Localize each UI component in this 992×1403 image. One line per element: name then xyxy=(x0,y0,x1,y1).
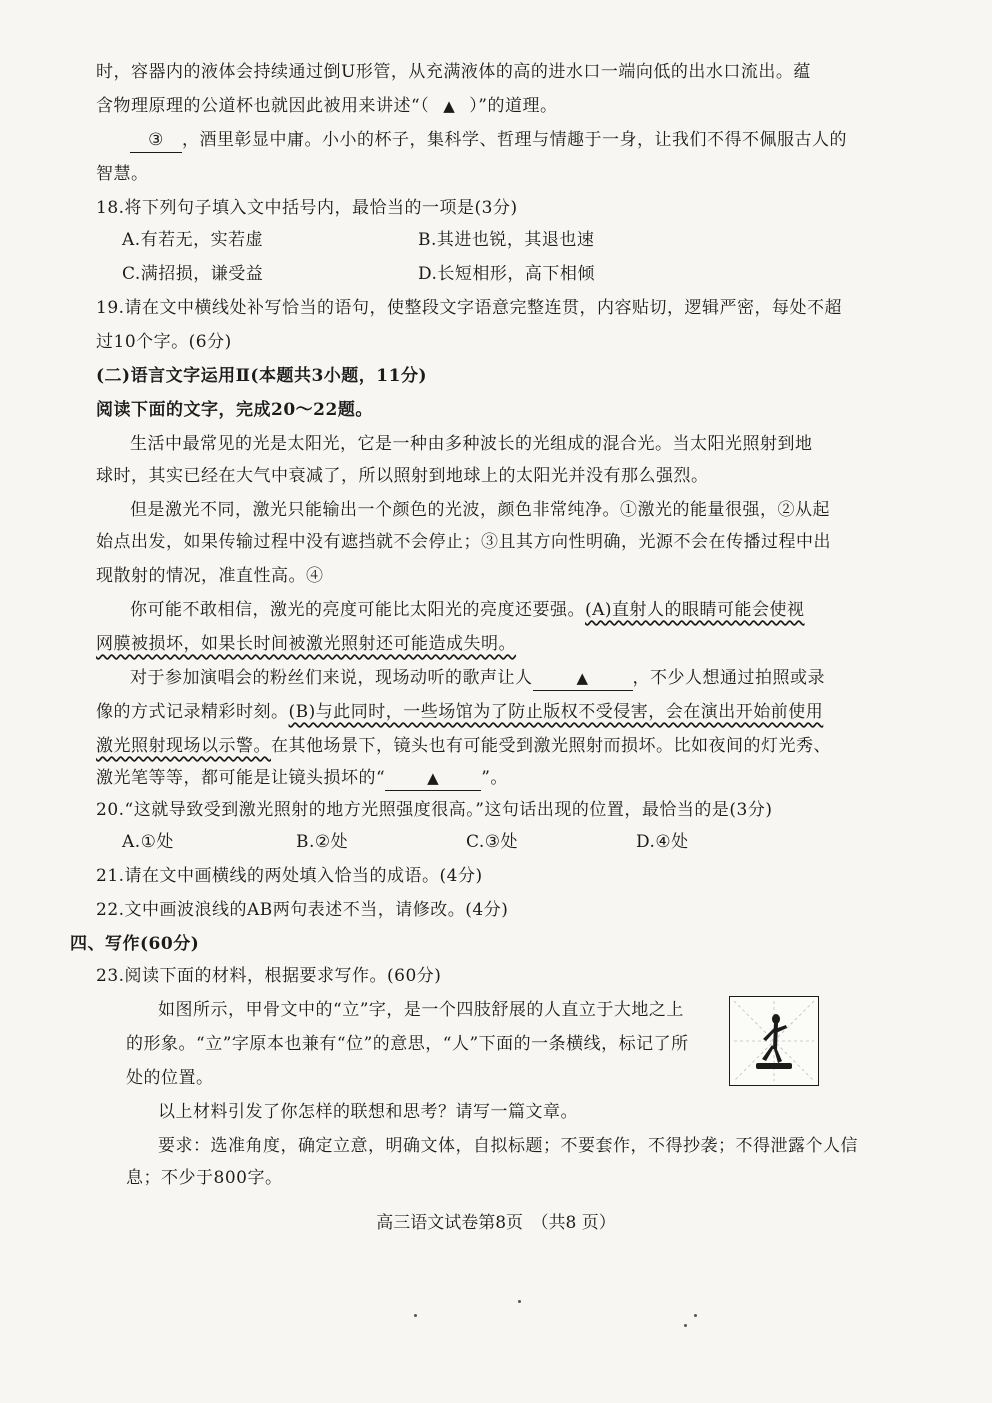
material-line: 如图所示，甲骨文中的“立”字，是一个四肢舒展的人直立于大地之上 xyxy=(158,1000,684,1020)
passage-line: 球时，其实已经在大气中衰减了，所以照射到地球上的太阳光并没有那么强烈。 xyxy=(96,466,709,486)
answer-marker-icon: ▲ xyxy=(427,769,440,787)
scan-speck xyxy=(518,1300,521,1303)
scan-speck xyxy=(684,1324,687,1327)
passage-line: 始点出发，如果传输过程中没有遮挡就不会停止；③且其方向性明确，光源不会在传播过程中出 xyxy=(96,532,831,552)
section-title: (二)语言文字运用Ⅱ(本题共3小题，11分) xyxy=(96,366,427,386)
passage-line xyxy=(96,632,516,656)
passage-line: 时，容器内的液体会持续通过倒U形管，从充满液体的高的进水口一端向低的出水口流出。蕴 xyxy=(96,62,811,82)
section-instruction: 阅读下面的文字，完成20～22题。 xyxy=(96,400,373,420)
passage-line: 激光照射现场以示警。在其他场景下，镜头也有可能受到激光照射而损坏。比如夜间的灯光秀、 xyxy=(96,736,831,756)
question-18-stem: 18.将下列句子填入文中括号内，最恰当的一项是(3分) xyxy=(96,198,518,218)
question-22-stem: 22.文中画波浪线的AB两句表述不当，请修改。(4分) xyxy=(96,900,509,920)
wavy-sentence-a-cont: 网膜被损坏，如果长时间被激光照射还可能造成失明。 xyxy=(96,634,516,654)
passage-line: 含物理原理的公道杯也就因此被用来讲述“（ ▲ ）”的道理。 xyxy=(96,96,558,116)
answer-blank-3: ③ xyxy=(130,128,182,153)
option-a: A.有若无，实若虚 xyxy=(122,230,264,250)
material-line: 处的位置。 xyxy=(126,1068,214,1088)
question-19-stem-cont: 过10个字。(6分) xyxy=(96,332,232,352)
question-20-stem: 20.“这就导致受到激光照射的地方光照强度很高。”这句话出现的位置，最恰当的是(3分) xyxy=(96,800,773,820)
prompt-line: 以上材料引发了你怎样的联想和思考？请写一篇文章。 xyxy=(158,1102,578,1122)
section-title: 四、写作(60分) xyxy=(70,934,200,954)
passage-line: 你可能不敢相信，激光的亮度可能比太阳光的亮度还要强。(A)直射人的眼睛可能会使视 xyxy=(130,600,805,620)
li-glyph-icon xyxy=(730,997,818,1085)
page-footer: 高三语文试卷第8页 （共8 页） xyxy=(376,1213,616,1233)
requirement-line: 息；不少于800字。 xyxy=(126,1168,283,1188)
answer-blank-idiom-1 xyxy=(533,666,633,691)
wavy-sentence-b: (B)与此同时，一些场馆为了防止版权不受侵害，会在演出开始前使用 xyxy=(288,702,824,722)
question-19-stem: 19.请在文中横线处补写恰当的语句，使整段文字语意完整连贯，内容贴切，逻辑严密，每处不超 xyxy=(96,298,843,318)
passage-line: 现散射的情况，准直性高。④ xyxy=(96,566,324,586)
answer-marker-icon: ▲ xyxy=(576,669,589,687)
material-line: 的形象。“立”字原本也兼有“位”的意思，“人”下面的一条横线，标记了所 xyxy=(126,1034,689,1054)
scan-speck xyxy=(414,1314,417,1317)
option-b: B.其进也锐，其退也速 xyxy=(418,230,595,250)
option-b: B.②处 xyxy=(296,832,349,852)
passage-line: 智慧。 xyxy=(96,164,149,184)
passage-line: 但是激光不同，激光只能输出一个颜色的光波，颜色非常纯净。①激光的能量很强，②从起 xyxy=(130,500,830,520)
answer-blank-idiom-2 xyxy=(385,766,481,791)
option-c: C.③处 xyxy=(466,832,519,852)
oracle-bone-li-character-image xyxy=(729,996,819,1086)
passage-line: 对于参加演唱会的粉丝们来说，现场动听的歌声让人 ▲ ，不少人想通过拍照或录 xyxy=(130,666,825,691)
option-c: C.满招损，谦受益 xyxy=(122,264,264,284)
question-23-stem: 23.阅读下面的材料，根据要求写作。(60分) xyxy=(96,966,442,986)
answer-marker-icon: ▲ xyxy=(443,97,456,115)
scan-speck xyxy=(694,1314,697,1317)
option-d: D.长短相形，高下相倾 xyxy=(418,264,595,284)
option-a: A.①处 xyxy=(122,832,174,852)
passage-line: 生活中最常见的光是太阳光，它是一种由多种波长的光组成的混合光。当太阳光照射到地 xyxy=(130,434,813,454)
wavy-sentence-a: (A)直射人的眼睛可能会使视 xyxy=(585,600,805,620)
wavy-sentence-b-cont: 激光照射现场以示警。 xyxy=(96,736,271,756)
requirement-line: 要求：选准角度，确定立意，明确文体，自拟标题；不要套作，不得抄袭；不得泄露个人信 xyxy=(158,1136,858,1156)
question-21-stem: 21.请在文中画横线的两处填入恰当的成语。(4分) xyxy=(96,866,483,886)
passage-line: ③ ，酒里彰显中庸。小小的杯子，集科学、哲理与情趣于一身，让我们不得不佩服古人的 xyxy=(130,128,847,153)
passage-line: 像的方式记录精彩时刻。(B)与此同时，一些场馆为了防止版权不受侵害，会在演出开始前使用 xyxy=(96,702,824,722)
passage-line: 激光笔等等，都可能是让镜头损坏的“ ▲ ”。 xyxy=(96,766,508,791)
option-d: D.④处 xyxy=(636,832,689,852)
